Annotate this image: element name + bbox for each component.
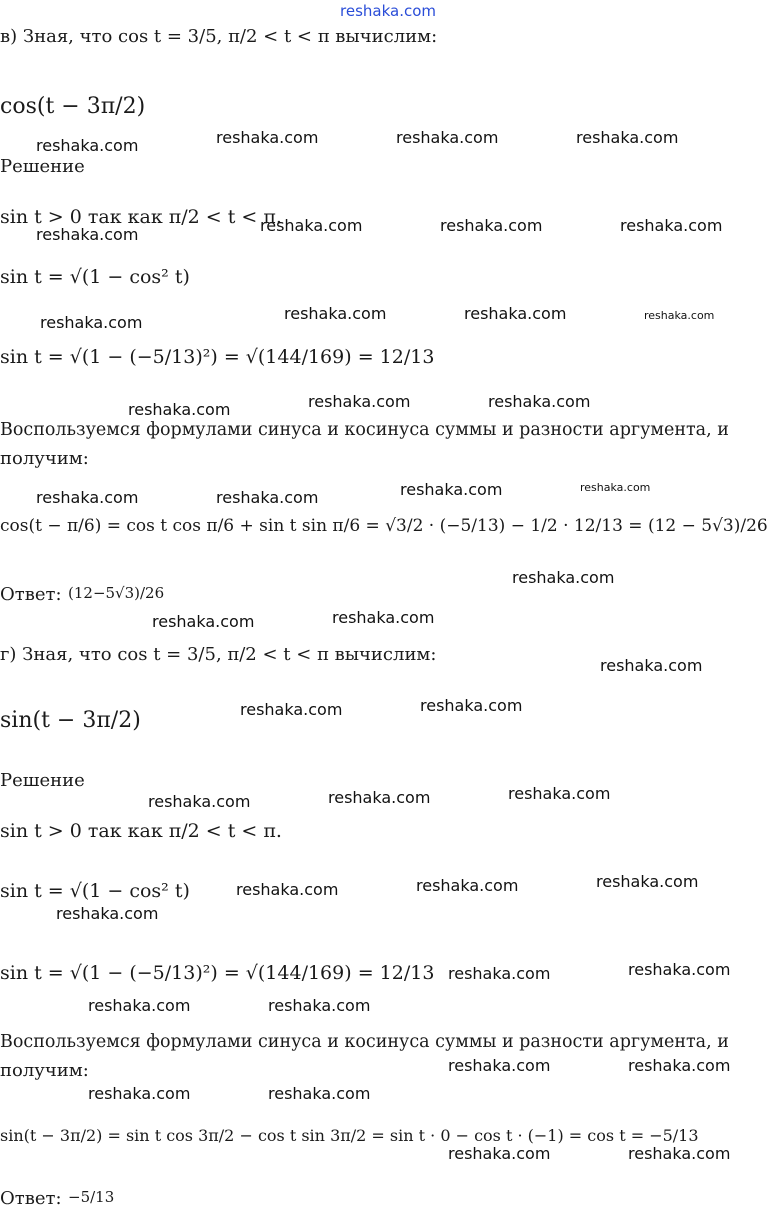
watermark: reshaka.com: [576, 128, 679, 147]
watermark: reshaka.com: [464, 304, 567, 323]
part-v-line3: sin t = √(1 − (−5/13)²) = √(144/169) = 12/13: [0, 346, 435, 368]
watermark: reshaka.com: [328, 788, 431, 807]
watermark: reshaka.com: [620, 216, 723, 235]
watermark: reshaka.com: [148, 792, 251, 811]
part-v-line2: sin t = √(1 − cos² t): [0, 266, 190, 288]
watermark: reshaka.com: [332, 608, 435, 627]
watermark: reshaka.com: [628, 1144, 731, 1163]
watermark: reshaka.com: [260, 216, 363, 235]
part-v-formula-text2: получим:: [0, 448, 89, 469]
watermark: reshaka.com: [508, 784, 611, 803]
watermark: reshaka.com: [400, 480, 503, 499]
watermark: reshaka.com: [448, 1056, 551, 1075]
watermark: reshaka.com: [448, 1144, 551, 1163]
part-g-answer-label: Ответ:: [0, 1188, 62, 1209]
watermark: reshaka.com: [36, 136, 139, 155]
watermark: reshaka.com: [488, 392, 591, 411]
watermark: reshaka.com: [512, 568, 615, 587]
watermark: reshaka.com: [152, 612, 255, 631]
watermark: reshaka.com: [580, 481, 651, 494]
watermark: reshaka.com: [644, 309, 715, 322]
part-v-formula-text: Воспользуемся формулами синуса и косинуса суммы и разности аргумента, и: [0, 420, 729, 440]
watermark: reshaka.com: [596, 872, 699, 891]
watermark: reshaka.com: [88, 1084, 191, 1103]
part-v-intro: в) Зная, что cos t = 3/5, π/2 < t < π вычислим:: [0, 26, 438, 47]
part-g-answer: −5/13: [68, 1188, 115, 1206]
watermark: reshaka.com: [396, 128, 499, 147]
part-g-solution-label: Решение: [0, 770, 85, 791]
watermark: reshaka.com: [308, 392, 411, 411]
part-g-formula-text: Воспользуемся формулами синуса и косинуса суммы и разности аргумента, и: [0, 1032, 729, 1052]
watermark: reshaka.com: [36, 488, 139, 507]
watermark: reshaka.com: [128, 400, 231, 419]
part-v-calculation: cos(t − π/6) = cos t cos π/6 + sin t sin π/6 = √3/2 · (−5/13) − 1/2 · 12/13 = (12 − 5√3)/26: [0, 516, 768, 536]
watermark: reshaka.com: [240, 700, 343, 719]
part-g-line3: sin t = √(1 − (−5/13)²) = √(144/169) = 12/13: [0, 962, 435, 984]
part-g-formula-text2: получим:: [0, 1060, 89, 1081]
watermark: reshaka.com: [440, 216, 543, 235]
watermark: reshaka.com: [40, 313, 143, 332]
part-g-expression: sin(t − 3π/2): [0, 708, 141, 733]
watermark: reshaka.com: [268, 1084, 371, 1103]
watermark: reshaka.com: [448, 964, 551, 983]
part-g-calculation: sin(t − 3π/2) = sin t cos 3π/2 − cos t sin 3π/2 = sin t · 0 − cos t · (−1) = cos t = −5/13: [0, 1126, 699, 1145]
watermark: reshaka.com: [416, 876, 519, 895]
part-v-line1: sin t > 0 так как π/2 < t < π.: [0, 206, 282, 228]
part-g-intro: г) Зная, что cos t = 3/5, π/2 < t < π вычислим:: [0, 644, 437, 665]
watermark: reshaka.com: [420, 696, 523, 715]
watermark: reshaka.com: [216, 488, 319, 507]
watermark: reshaka.com: [628, 1056, 731, 1075]
watermark: reshaka.com: [268, 996, 371, 1015]
part-v-answer: (12−5√3)/26: [68, 584, 165, 602]
watermark: reshaka.com: [88, 996, 191, 1015]
watermark: reshaka.com: [36, 225, 139, 244]
watermark: reshaka.com: [600, 656, 703, 675]
part-g-line1: sin t > 0 так как π/2 < t < π.: [0, 820, 282, 842]
part-v-answer-label: Ответ:: [0, 584, 62, 605]
part-v-expression: cos(t − 3π/2): [0, 94, 146, 119]
watermark: reshaka.com: [340, 2, 436, 20]
part-v-solution-label: Решение: [0, 156, 85, 177]
watermark: reshaka.com: [284, 304, 387, 323]
watermark: reshaka.com: [216, 128, 319, 147]
watermark: reshaka.com: [628, 960, 731, 979]
part-g-line2: sin t = √(1 − cos² t): [0, 880, 190, 902]
watermark: reshaka.com: [236, 880, 339, 899]
watermark: reshaka.com: [56, 904, 159, 923]
